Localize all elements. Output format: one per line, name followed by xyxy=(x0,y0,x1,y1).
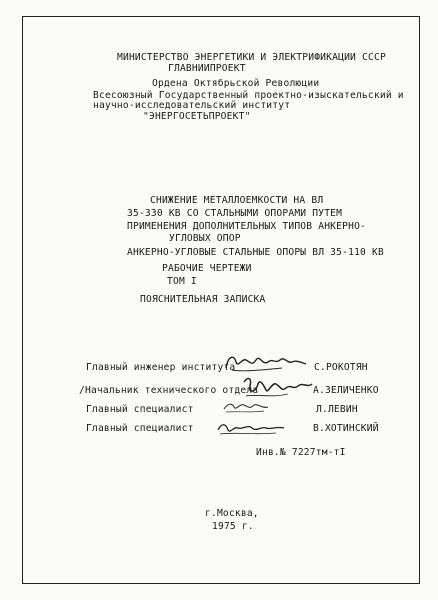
order-line: Ордена Октябрьской Революции xyxy=(152,78,320,89)
signature-rokotyan xyxy=(222,350,310,374)
signatory-role: Главный инженер института xyxy=(86,362,236,373)
signatory-name: С.РОКОТЯН xyxy=(314,362,368,373)
signatory-name: Л.ЛЕВИН xyxy=(316,404,358,415)
footer-year: 1975 г. xyxy=(212,521,254,532)
signatory-role: Главный специалист xyxy=(86,404,194,415)
title-line-5: АНКЕРНО-УГЛОВЫЕ СТАЛЬНЫЕ ОПОРЫ ВЛ 35-110 КВ xyxy=(127,247,384,258)
title-line-8: ПОЯСНИТЕЛЬНАЯ ЗАПИСКА xyxy=(140,294,266,305)
title-line-4: УГЛОВЫХ ОПОР xyxy=(169,233,241,244)
title-line-2: 35-330 КВ СО СТАЛЬНЫМИ ОПОРАМИ ПУТЕМ xyxy=(127,208,343,219)
title-line-3: ПРИМЕНЕНИЯ ДОПОЛНИТЕЛЬНЫХ ТИПОВ АНКЕРНО- xyxy=(127,221,367,232)
signatory-role: Главный специалист xyxy=(86,423,194,434)
institute-name: "ЭНЕРГОСЕТЬПРОЕКТ" xyxy=(143,111,251,122)
title-line-7: ТОМ I xyxy=(167,276,197,287)
title-line-1: СНИЖЕНИЕ МЕТАЛЛОЕМКОСТИ НА ВЛ xyxy=(150,195,324,206)
institute-line-2: научно-исследовательский институт xyxy=(93,100,291,111)
ministry-line: МИНИСТЕРСТВО ЭНЕРГЕТИКИ И ЭЛЕКТРИФИКАЦИИ СССР xyxy=(117,52,386,63)
signature-levin xyxy=(220,397,280,415)
inventory-number: Инв.№ 7227тм-тI xyxy=(256,447,346,458)
signatory-name: А.ЗЕЛИЧЕНКО xyxy=(313,385,379,396)
signature-zelichenko xyxy=(238,372,318,400)
signatory-role: /Начальник технического отдела xyxy=(79,385,259,396)
footer-city: г.Москва, xyxy=(205,508,259,519)
signature-khotinsky xyxy=(214,416,294,438)
dept-line: ГЛАВНИИПРОЕКТ xyxy=(168,63,246,74)
institute-line-1: Всесоюзный Государственный проектно-изыскательский и xyxy=(93,90,404,101)
title-line-6: РАБОЧИЕ ЧЕРТЕЖИ xyxy=(162,263,252,274)
signatory-name: В.ХОТИНСКИЙ xyxy=(313,423,379,434)
